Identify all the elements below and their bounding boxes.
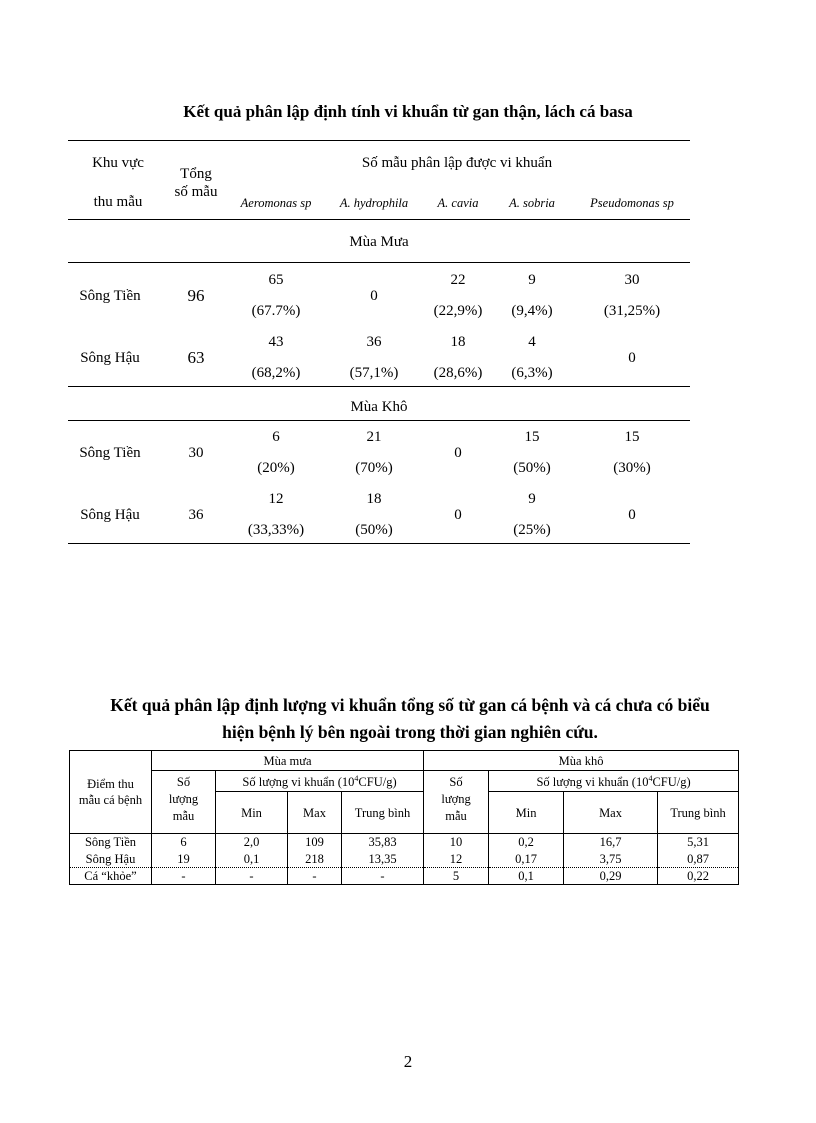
t1-r1-c3-val: 22 <box>450 272 466 288</box>
t1-r1-c4-val: 9 <box>528 272 536 288</box>
table2-title <box>60 692 760 746</box>
table2-title-line1: Kết quả phân lập định lượng vi khuẩn tổng số từ gan cá bệnh và cá chưa có biểu <box>110 695 710 715</box>
t2-header-rainy-avg: Trung bình <box>342 792 424 834</box>
page-number: 2 <box>403 1052 413 1071</box>
t1-r3-c4-pct: (50%) <box>513 460 551 476</box>
t2-r1-site: Sông Tiền <box>70 834 152 851</box>
t2-header-dry-bacteria: Số lượng vi khuẩn $(10^4CFU/g)$ <box>489 771 739 792</box>
t1-r1-c3-pct: (22,9%) <box>433 303 483 319</box>
t2-r2-ravg: 13,35 <box>342 851 424 868</box>
t1-r4-c1-pct: (33,33%) <box>247 522 305 538</box>
t2-r3-site: Cá “khỏe” <box>70 868 152 885</box>
t2-r3-davg: 0,22 <box>658 868 739 885</box>
t2-header-rainy-count: Số lượng mẫu <box>152 771 216 834</box>
table2 <box>69 750 739 885</box>
t1-r3-total: 30 <box>188 445 204 461</box>
table-row <box>70 851 739 868</box>
t2-r2-rn: 19 <box>152 851 216 868</box>
t1-r3-area: Sông Tiền <box>79 445 141 461</box>
t2-r1-dmin: 0,2 <box>489 834 564 851</box>
t2-header-site: Điểm thu mẫu cá bệnh <box>70 751 152 834</box>
t1-r2-c4-pct: (6,3%) <box>511 365 553 381</box>
t2-r1-davg: 5,31 <box>658 834 739 851</box>
t1-r2-area: Sông Hậu <box>80 350 140 366</box>
t1-header-area-1: Khu vực <box>92 155 144 171</box>
t2-r1-ravg: 35,83 <box>342 834 424 851</box>
t1-r2-c5-val: 0 <box>628 350 636 366</box>
t1-header-total-2: số mẫu <box>174 184 218 200</box>
t1-r4-c3-val: 0 <box>454 507 462 523</box>
table1-top-rule <box>68 140 690 141</box>
t2-r2-dn: 12 <box>424 851 489 868</box>
t2-r1-dmax: 16,7 <box>564 834 658 851</box>
t2-r1-rmax: 109 <box>288 834 342 851</box>
table1-title: Kết quả phân lập định tính vi khuẩn từ gan thận, lách cá basa <box>183 102 633 121</box>
t2-header-dry-max: Max <box>564 792 658 834</box>
t1-header-pseudomonas: Pseudomonas sp <box>590 196 674 210</box>
t2-r1-rn: 6 <box>152 834 216 851</box>
t1-r3-c1-val: 6 <box>272 429 280 445</box>
t2-header-rainy-max: Max <box>288 792 342 834</box>
t2-r2-dmax: 3,75 <box>564 851 658 868</box>
t1-r1-c5-pct: (31,25%) <box>603 303 661 319</box>
t1-r4-c2-val: 18 <box>366 491 382 507</box>
t2-r2-rmax: 218 <box>288 851 342 868</box>
t1-r1-c2-val: 0 <box>370 288 378 304</box>
t1-r2-c1-val: 43 <box>268 334 284 350</box>
t1-season-rainy: Mùa Mưa <box>349 234 409 250</box>
t1-r2-total: 63 <box>187 348 205 367</box>
t1-r1-c4-pct: (9,4%) <box>511 303 553 319</box>
t2-r2-site: Sông Hậu <box>70 851 152 868</box>
t1-r4-total: 36 <box>188 507 204 523</box>
t1-r4-c1-val: 12 <box>268 491 284 507</box>
t2-header-dry-count: Số lượng mẫu <box>424 771 489 834</box>
t1-r1-c1-val: 65 <box>268 272 284 288</box>
t1-season-rainy-rule <box>68 262 690 263</box>
t1-r2-c2-pct: (57,1%) <box>349 365 399 381</box>
t2-header-dry-min: Min <box>489 792 564 834</box>
t1-r2-c3-pct: (28,6%) <box>433 365 483 381</box>
t1-r4-c4-val: 9 <box>528 491 536 507</box>
t1-header-aeromonas: Aeromonas sp <box>240 196 312 210</box>
t1-r3-c5-val: 15 <box>624 429 640 445</box>
t2-r3-rmax: - <box>288 868 342 885</box>
t2-header-dry: Mùa khô <box>424 751 739 771</box>
t2-r3-rmin: - <box>216 868 288 885</box>
t1-r2-c4-val: 4 <box>528 334 536 350</box>
t2-r2-davg: 0,87 <box>658 851 739 868</box>
t2-r3-dn: 5 <box>424 868 489 885</box>
t1-r2-c3-val: 18 <box>450 334 466 350</box>
t1-r3-c3-val: 0 <box>454 445 462 461</box>
t1-header-area-2: thu mẫu <box>93 194 143 210</box>
t1-r2-c1-pct: (68,2%) <box>251 365 301 381</box>
t1-r4-c5-val: 0 <box>628 507 636 523</box>
t2-r2-dmin: 0,17 <box>489 851 564 868</box>
t2-header-rainy: Mùa mưa <box>152 751 424 771</box>
t1-header-hydrophila: A. hydrophila <box>339 196 409 210</box>
t2-r3-dmax: 0,29 <box>564 868 658 885</box>
t1-r2-c2-val: 36 <box>366 334 382 350</box>
t1-r1-total: 96 <box>187 286 205 305</box>
table2-title-line2: hiện bệnh lý bên ngoài trong thời gian nghiên cứu. <box>222 722 598 742</box>
t2-header-dry-avg: Trung bình <box>658 792 739 834</box>
table1-bottom-rule <box>68 543 690 544</box>
t2-header-rainy-bacteria: Số lượng vi khuẩn $(10^4CFU/g)$ <box>216 771 424 792</box>
t1-r1-area: Sông Tiền <box>79 288 141 304</box>
t1-season-dry-rule <box>68 420 690 421</box>
t2-r3-dmin: 0,1 <box>489 868 564 885</box>
t1-r3-c4-val: 15 <box>524 429 540 445</box>
t1-header-sobria: A. sobria <box>509 196 555 210</box>
t1-r4-c4-pct: (25%) <box>513 522 551 538</box>
t1-header-total-1: Tổng <box>180 166 212 182</box>
t1-r3-c1-pct: (20%) <box>257 460 295 476</box>
t1-r1-c1-pct: (67.7%) <box>251 303 301 319</box>
t1-r1-c5-val: 30 <box>624 272 640 288</box>
t1-r3-c5-pct: (30%) <box>613 460 651 476</box>
t2-header-rainy-min: Min <box>216 792 288 834</box>
t1-r4-area: Sông Hậu <box>80 507 140 523</box>
t1-season-dry: Mùa Khô <box>350 399 408 415</box>
t2-r3-rn: - <box>152 868 216 885</box>
t2-r1-rmin: 2,0 <box>216 834 288 851</box>
t1-r3-c2-pct: (70%) <box>355 460 393 476</box>
t2-r2-rmin: 0,1 <box>216 851 288 868</box>
t1-r4-c2-pct: (50%) <box>355 522 393 538</box>
table1-header-rule <box>68 219 690 220</box>
t1-r3-c2-val: 21 <box>366 429 382 445</box>
table-row <box>70 868 739 885</box>
table-row <box>70 834 739 851</box>
t1-season-dry-top-rule <box>68 386 690 387</box>
t2-r3-ravg: - <box>342 868 424 885</box>
t1-header-cavia: A. cavia <box>437 196 479 210</box>
t1-header-group: Số mẫu phân lập được vi khuẩn <box>361 155 553 171</box>
t2-r1-dn: 10 <box>424 834 489 851</box>
